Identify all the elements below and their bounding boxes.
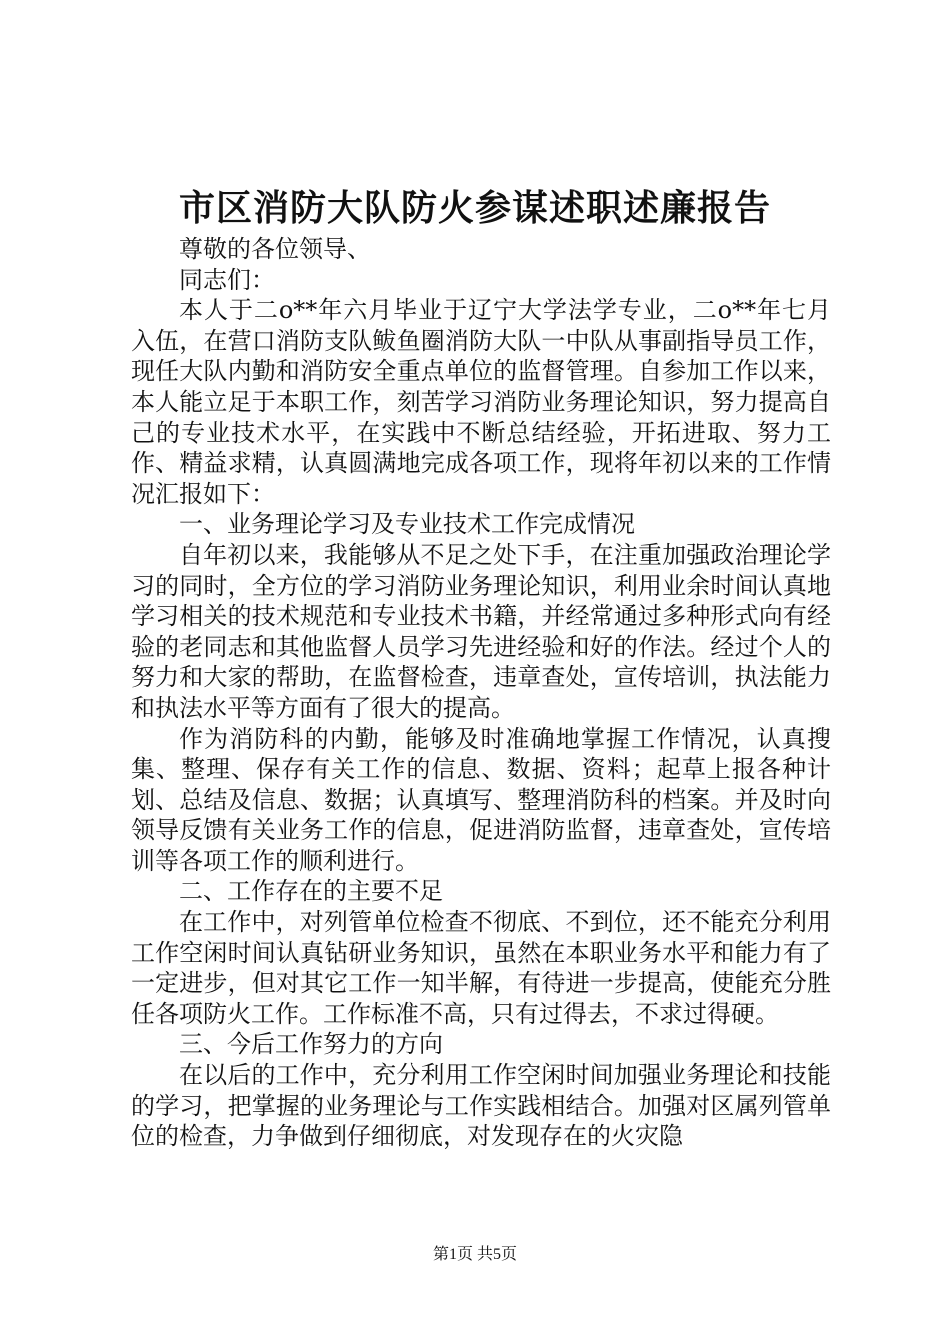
- paragraph-clerk-duties: 作为消防科的内勤，能够及时准确地掌握工作情况，认真搜集、整理、保存有关工作的信息、数据、资料；起草上报各种计划、总结及信息、数据；认真填写、整理消防科的档案。并及时向领导反馈有关业务工作的信息，促进消防监督，违章查处，宣传培训等各项工作的顺利进行。: [131, 724, 831, 875]
- section-heading-1: 一、业务理论学习及专业技术工作完成情况: [179, 510, 635, 539]
- section-heading-3: 三、今后工作努力的方向: [179, 1030, 443, 1059]
- section-heading-2: 二、工作存在的主要不足: [179, 877, 443, 906]
- document-title: 市区消防大队防火参谋述职述廉报告: [178, 187, 771, 229]
- paragraph-shortcomings: 在工作中，对列管单位检查不彻底、不到位，还不能充分利用工作空闲时间认真钻研业务知识，虽然在本职业务水平和能力有了一定进步，但对其它工作一知半解，有待进一步提高，使能充分胜任各项防火工作。工作标准不高，只有过得去，不求过得硬。: [131, 908, 831, 1028]
- salutation-line-1: 尊敬的各位领导、: [179, 235, 371, 263]
- document-body: [131, 234, 831, 1152]
- intro-paragraph: 本人于二o**年六月毕业于辽宁大学法学专业，二o**年七月入伍，在营口消防支队鲅鱼圈消防大队一中队从事副指导员工作，现任大队内勤和消防安全重点单位的监督管理。自参加工作以来，本人能立足于本职工作，刻苦学习消防业务理论知识，努力提高自己的专业技术水平，在实践中不断总结经验，开拓进取、努力工作、精益求精，认真圆满地完成各项工作，现将年初以来的工作情况汇报如下：: [131, 296, 831, 508]
- page-number-footer: 第1页 共5页: [432, 1246, 517, 1263]
- paragraph-future-direction: 在以后的工作中，充分利用工作空闲时间加强业务理论和技能的学习，把掌握的业务理论与工作实践相结合。加强对区属列管单位的检查，力争做到仔细彻底，对发现存在的火灾隐: [131, 1061, 831, 1151]
- paragraph-study: 自年初以来，我能够从不足之处下手，在注重加强政治理论学习的同时，全方位的学习消防业务理论知识，利用业余时间认真地学习相关的技术规范和专业技术书籍，并经常通过多种形式向有经验的老同志和其他监督人员学习先进经验和好的作法。经过个人的努力和大家的帮助，在监督检查，违章查处，宣传培训，执法能力和执法水平等方面有了很大的提高。: [131, 540, 831, 722]
- salutation-line-2: 同志们：: [179, 265, 275, 294]
